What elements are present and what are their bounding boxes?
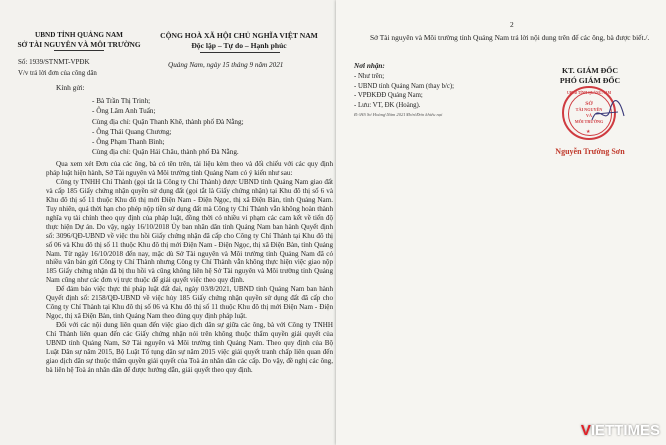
document-page-2 <box>336 0 666 445</box>
body-paragraph-background: Công ty TNHH Chí Thành (gọi tắt là Công ty Chí Thành) được UBND tỉnh Quảng Nam giao đất và cấp 185 Giấy chứng nhận quyền sử dụng đất (gọi tắt là Giấy chứng nhận) tại Khu đô thị số 6 và Khu đô thị số 11 thuộc Khu đô thị mới Điện Nam - Điện Ngọc, thị xã Điện Bàn, tỉnh Quảng Nam. Tuy nhiên, quá thời hạn cho phép nộp tiền sử dụng đất mà Công ty Chí Thành vẫn không hoàn thành nghĩa vụ tài chính theo quy định của pháp luật, đồng thời có nhiều vi phạm các cam kết về tiến độ thực hiện Dự án. Do vậy, ngày 16/10/2018 Ủy ban nhân dân tỉnh Quảng Nam ban hành Quyết định số: 3096/QĐ-UBND về việc thu hồi Giấy chứng nhận đã cấp cho Công ty Chí Thành tại Khu đô thị số 06 và Khu đô thị số 11 thuộc Khu đô thị mới Điện Nam - Điện Ngọc, thị xã Điện Bàn, tỉnh Quảng Nam. Từ ngày 16/10/2018 đến nay, mặc dù Sở Tài nguyên và Môi trường tỉnh Quảng Nam đã có nhiều văn bản gửi Công ty Chí Thành nhưng Công ty Chí Thành vẫn không thực hiện việc giao nộp 185 Giấy chứng nhận đã bị thu hồi và cũng không liên hệ Sở Tài nguyên và Môi trường tỉnh Quảng Nam cũng như các đơn vị trực thuộc để giải quyết việc theo quy định. <box>46 177 333 285</box>
agency-top: UBND TỈNH QUẢNG NAM <box>35 31 123 39</box>
body-paragraph-decision: Để đảm bảo việc thực thi pháp luật đất đai, ngày 03/8/2021, UBND tỉnh Quảng Nam ban hành Quyết định số: 2158/QĐ-UBND về việc hủy 185 Giấy chứng nhận quyền sử dụng đất đã cấp cho Công ty Chí Thành tại Khu đô thị số 06 và Khu đô thị số 11 thuộc Khu đô thị mới Điện Nam - Điện Ngọc, thị xã Điện Bàn, tỉnh Quảng Nam theo đúng quy định pháp luật. <box>46 285 333 321</box>
handwritten-signature <box>588 96 628 128</box>
recipient-line: - Ông Thái Quang Chương; <box>92 127 172 136</box>
nation-motto: Độc lập – Tự do – Hạnh phúc <box>191 41 287 50</box>
seal-center-line: SỞ <box>585 101 593 107</box>
recipient-line: - Ông Lâm Anh Tuấn; <box>92 107 156 116</box>
signer-name: Nguyễn Trường Sơn <box>555 147 625 156</box>
subject-line: V/v trả lời đơn của công dân <box>18 70 97 77</box>
sign-title-1: KT. GIÁM ĐỐC <box>562 66 618 75</box>
logo-letters: IETTIMES <box>590 422 660 439</box>
seal-center-line: MÔI TRƯỜNG <box>574 119 604 124</box>
body-paragraph-intro: Qua xem xét Đơn của các ông, bà có tên trên, tài liệu kèm theo và đối chiếu với các quy định pháp luật hiện hành, Sở Tài nguyên và Môi trường tỉnh Quảng Nam có ý kiến như sau: <box>46 160 333 177</box>
seal-ring-text: UBND TỈNH QUẢNG NAM <box>567 91 611 95</box>
page-number: 2 <box>510 20 514 29</box>
seal-star-icon: ★ <box>586 130 591 135</box>
recipient-line: Cùng địa chỉ: Quận Hải Châu, thành phố Đà Nẵng. <box>92 148 239 157</box>
body-paragraph-jurisdiction: Đối với các nội dung liên quan đến việc giao dịch dân sự giữa các ông, bà với Công ty TNHH Chí Thành liên quan đến các Giấy chứng nhận nói trên không thuộc thẩm quyền giải quyết của UBND tỉnh Quảng Nam, Sở Tài nguyên và Môi trường tỉnh Quảng Nam. Theo quy định của Bộ Luật Dân sự năm 2015, Bộ Luật Tố tụng dân sự năm 2015 việc giải quyết tranh chấp liên quan đến giao dịch dân sự thuộc thẩm quyền giải quyết của Toà án nhân dân các cấp. Do vậy, đề nghị các ông, bà liên hệ Toà án nhân dân để được hướng dẫn, giải quyết theo quy định. <box>46 321 333 374</box>
recipient-line: Cùng địa chỉ: Quận Thanh Khê, thành phố Đà Nẵng; <box>92 117 244 126</box>
agency-underline <box>54 50 104 51</box>
page2-recipient-line: - Như trên; <box>354 73 385 80</box>
recipients-label: Nơi nhận: <box>354 62 385 70</box>
seal-center-line: TÀI NGUYÊN <box>575 107 603 112</box>
letter-body <box>46 160 333 375</box>
recipient-line: - Ông Phạm Thanh Bình; <box>92 138 165 147</box>
recipient-line: - Bà Trần Thị Trinh; <box>92 97 151 105</box>
nation-title: CỘNG HOÀ XÃ HỘI CHỦ NGHĨA VIỆT NAM <box>160 31 318 40</box>
seal-center-line: VÀ <box>585 113 593 118</box>
sign-title-2: PHÓ GIÁM ĐỐC <box>559 76 621 85</box>
page2-recipient-line: - UBND tỉnh Quảng Nam (thay b/c); <box>354 82 455 90</box>
greeting: Kính gửi: <box>56 83 85 92</box>
page2-recipient-line: - VPĐKĐĐ Quảng Nam; <box>354 92 423 100</box>
place-date: Quảng Nam, ngày 15 tháng 9 năm 2021 <box>168 61 284 69</box>
logo-letter-v: V <box>580 422 591 439</box>
file-path-note: Đ:\Hồ Sơ Hoàng\Năm 2021\Đơn\Đơn khiếu nại <box>354 112 443 117</box>
motto-underline <box>200 52 280 53</box>
doc-number: Số: 1939/STNMT-VPĐK <box>18 58 90 66</box>
agency-name: SỞ TÀI NGUYÊN VÀ MÔI TRƯỜNG <box>17 40 141 49</box>
viettimes-logo <box>581 422 660 439</box>
page2-recipient-line: - Lưu: VT, ĐK (Hoàng). <box>354 101 421 109</box>
closing-text: Sở Tài nguyên và Môi trường tỉnh Quảng Nam trả lời nội dung trên để các ông, bà được biết./. <box>370 33 650 42</box>
recipient-list <box>92 96 244 158</box>
page2-recipient-list <box>354 72 454 110</box>
